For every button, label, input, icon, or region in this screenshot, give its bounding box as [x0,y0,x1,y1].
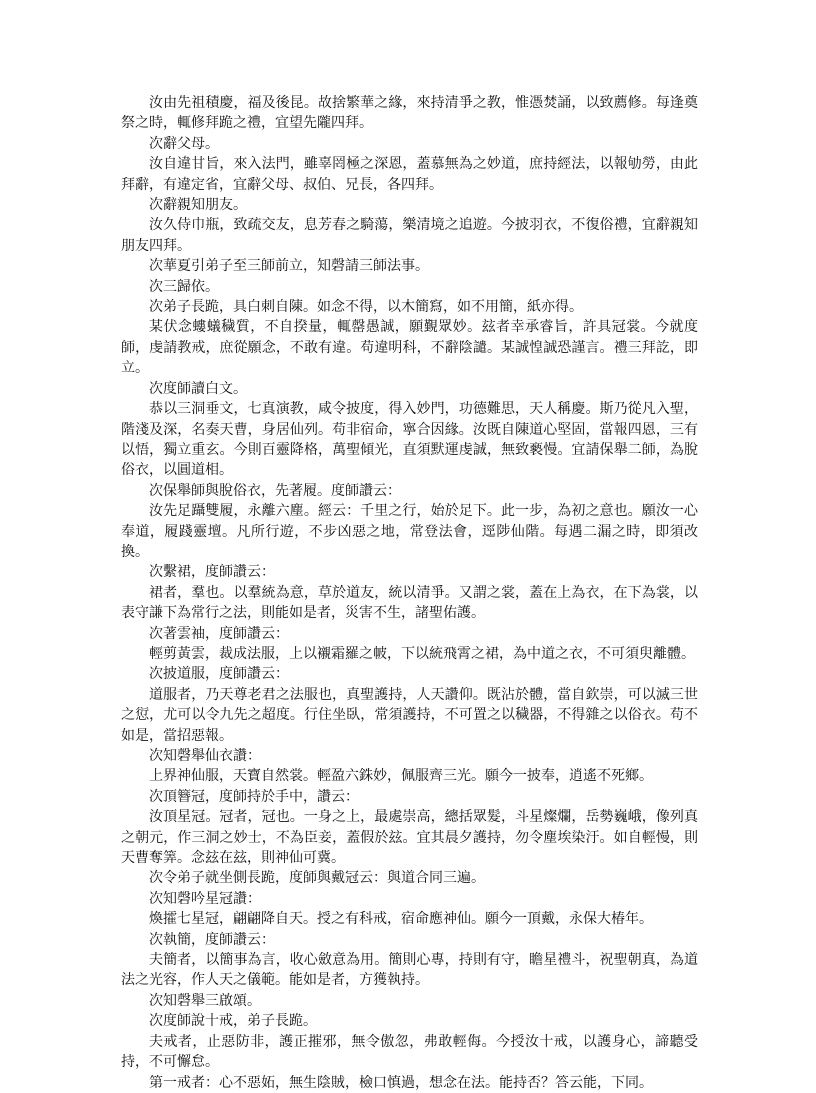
paragraph: 次華夏引弟子至三師前立，知磬請三師法事。 [149,258,429,275]
paragraph: 次知磬舉三啟頌。 [149,992,261,1009]
paragraph: 次保舉師與脫俗衣，先著履。度師讚云： [149,482,401,499]
paragraph: 煥攉七星冠，翩翩降自天。授之有科戒，宿命應神仙。願今一頂戴，永保大椿年。 [149,911,653,928]
paragraph: 次度師說十戒，弟子長跪。 [149,1013,317,1030]
paragraph: 汝自違甘旨，來入法門，雖辜罔極之深恩，蓋慕無為之妙道，庶持經法，以報劬勞，由此拜辭，有違定省，宜辭父母、叔伯、兄長，各四拜。 [121,156,698,193]
paragraph: 次著雲袖，度師讚云： [149,625,289,642]
paragraph: 裙者，羣也。以羣統為意，草於道友，統以清爭。又謂之裳，蓋在上為衣，在下為裳，以表守謙下為常行之法，則能如是者，災害不生，諸聖佑護。 [121,584,698,622]
paragraph: 汝久侍巾瓶，致疏交友，息芳春之騎蕩，樂清境之追遊。今披羽衣，不復俗禮，宜辭親知朋友四拜。 [121,217,698,254]
paragraph: 汝頂星冠。冠者，冠也。一身之上，最處崇高，總括眾髮，斗星燦爛，岳勢巍峨，像列真之朝元，作三洞之妙士，不為臣妾，蓋假於玆。宜其晨夕護持，勿令塵埃染汙。如自輕慢，則天曹奪筭。念玆在玆，則神仙可冀。 [121,809,698,867]
paragraph: 汝由先祖積慶，福及後昆。故捨繁華之緣，來持清爭之教，惟憑焚誦，以致薦修。每逢奠祭之時，輒修拜跪之禮，宜望先隴四拜。 [121,95,698,132]
paragraph: 次三歸依。 [149,278,219,295]
paragraph: 次頂簪冠，度師持於手中，讚云： [149,788,359,805]
paragraph: 次執簡，度師讚云： [149,931,275,948]
paragraph: 次弟子長跪，具白刺自陳。如念不得，以木簡寫，如不用簡，紙亦得。 [149,299,583,316]
paragraph: 次知磬吟星冠讚： [149,890,261,907]
paragraph: 上界神仙服，天寶自然裳。輕盈六銖妙，佩服齊三光。願今一披奉，逍遙不死鄉。 [149,768,653,785]
paragraph: 次度師讀白文。 [149,380,247,397]
paragraph: 某伏念螻蟻穢質，不自揆量，輒罄愚誠，願覲眾妙。玆者幸承睿旨，許具冠裳。今就度師，虔請教戒，庶從願念，不敢有違。苟違明科，不辭陰譴。某誠惶誠恐謹言。禮三拜訖，即立。 [121,319,698,377]
paragraph: 次辭親知朋友。 [149,197,247,214]
document-page [121,93,698,1093]
paragraph: 次辭父母。 [149,135,219,152]
paragraph: 汝先足躡雙履，永離六塵。經云：千里之行，始於足下。此一步，為初之意也。願汝一心奉道，履踐靈壇。凡所行遊，不步凶惡之地，常登法會，逕陟仙階。每遇二漏之時，即須改換。 [121,503,698,560]
paragraph: 次繫裙，度師讚云： [149,564,275,581]
paragraph: 輕剪黃雲，裁成法服，上以襯霜羅之帔，下以統飛霄之裙，為中道之衣，不可須臾離體。 [149,645,695,662]
paragraph: 夫戒者，止惡防非，護正摧邪，無令傲忽，弗敢輕侮。今授汝十戒，以護身心，諦聽受持，不可懈怠。 [121,1033,698,1071]
paragraph: 道服者，乃天尊老君之法服也，真聖護持，人天讚仰。既沾於體，當自欽崇，可以滅三世之愆，尤可以令九先之超度。行住坐臥，常須護持，不可置之以穢器，不得雜之以俗衣。苟不如是，當招惡報。 [121,686,698,744]
paragraph: 次令弟子就坐側長跪，度師與戴冠云：與道合同三遍。 [149,870,485,887]
paragraph: 第一戒者：心不惡妬，無生陰賊，檢口慎過，想念在法。能持否？答云能，下同。 [149,1074,653,1091]
paragraph: 恭以三洞垂文，七真演教，咸令披度，得入妙門，功德難思，天人稱慶。斯乃從凡入聖，階淺及深，名奏天曹，身居仙列。苟非宿命，寧合因緣。汝既自陳道心堅固，當報四恩，三有以悟，獨立重玄。今則百靈降格，萬聖傾光，直須默運虔誠，無致褻慢。宜請保舉二師，為脫俗衣，以圓道相。 [121,401,698,479]
paragraph: 次知磬舉仙衣讚： [149,748,261,764]
paragraph: 次披道服，度師讚云： [149,666,289,683]
paragraph: 夫簡者，以簡事為言，收心斂意為用。簡則心專，持則有守，瞻星禮斗，祝聖朝真，為道法之光容，作人天之儀範。能如是者，方獲執持。 [121,952,698,989]
